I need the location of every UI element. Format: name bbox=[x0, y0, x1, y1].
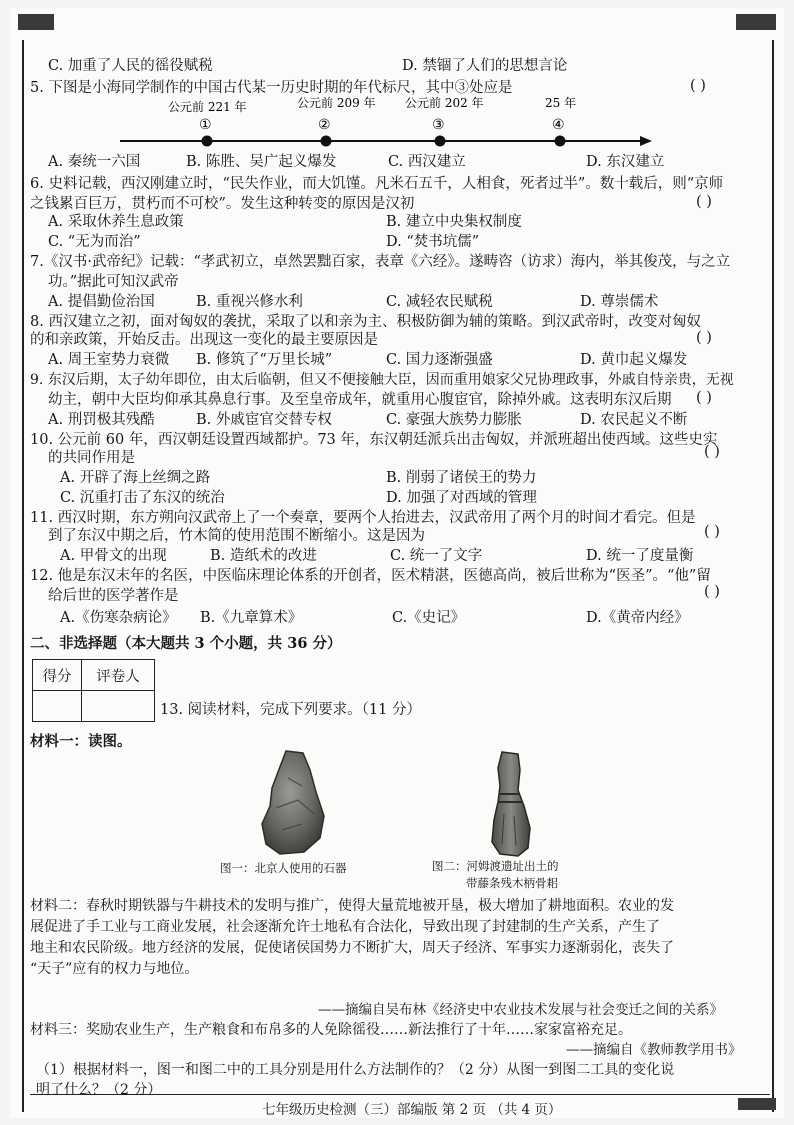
q12-option-a: A.《伤寒杂病论》 bbox=[60, 610, 177, 626]
q7-option-d: D. 尊崇儒术 bbox=[580, 294, 659, 310]
q5-answer-paren: ( ) bbox=[690, 78, 706, 94]
timeline-marker-3: ③ bbox=[432, 117, 445, 133]
material2-source: ——摘编自吴布林《经济史中农业技术发展与社会变迁之间的关系》 bbox=[318, 1002, 723, 1018]
q9-option-b: B. 外戚宦官交替专权 bbox=[196, 412, 332, 428]
timeline-label-4: 25 年 bbox=[545, 96, 577, 110]
material2-line-4: “天子”应有的权力与地位。 bbox=[30, 961, 199, 977]
q12-option-d: D.《黄帝内经》 bbox=[586, 610, 689, 626]
q10-line-1: 10. 公元前 60 年，西汉朝廷设置西域都护。73 年，东汉朝廷派兵出击匈奴，并派班超出使西域。这些史实 bbox=[30, 432, 718, 448]
q7-line-1: 7.《汉书·武帝纪》记载：“孝武初立，卓然罢黜百家，表章《六经》。遂畴咨（访求）海内，举其俊茂，与之立 bbox=[30, 254, 731, 270]
q6-option-b: B. 建立中央集权制度 bbox=[386, 214, 522, 230]
timeline-label-2: 公元前 209 年 bbox=[297, 96, 376, 110]
figure2-caption-line2: 带藤条残木柄骨耜 bbox=[466, 876, 558, 890]
material3-text: 材料三：奖励农业生产，生产粮食和布帛多的人免除徭役……新法推行了十年……家家富裕充足。 bbox=[30, 1022, 632, 1038]
q6-line-1: 6. 史料记载，西汉刚建立时，“民失作业，而大饥馑。凡米石五千，人相食，死者过半”。数十载后，则“京师 bbox=[30, 176, 724, 192]
q4-option-d: D. 禁锢了人们的思想言论 bbox=[402, 58, 568, 74]
q12-option-b: B.《九章算术》 bbox=[200, 610, 303, 626]
q10-option-c: C. 沉重打击了东汉的统治 bbox=[60, 490, 225, 506]
timeline-arrow bbox=[640, 136, 652, 146]
q11-option-c: C. 统一了文字 bbox=[390, 548, 483, 564]
q11-answer-paren: ( ) bbox=[704, 524, 720, 540]
timeline-label-3: 公元前 202 年 bbox=[405, 96, 484, 110]
q12-answer-paren: ( ) bbox=[704, 584, 720, 600]
q10-option-d: D. 加强了对西域的管理 bbox=[386, 490, 537, 506]
q10-answer-paren: ( ) bbox=[704, 444, 720, 460]
timeline-marker-1: ① bbox=[199, 117, 212, 133]
q9-line-1: 9. 东汉后期，太子幼年即位，由太后临朝，但又不便接触大臣，因而重用娘家父兄协理政事，外戚自恃亲贵，无视 bbox=[30, 372, 734, 388]
q11-option-b: B. 造纸术的改进 bbox=[210, 548, 317, 564]
q12-line-1: 12. 他是东汉末年的名医，中医临床理论体系的开创者，医术精湛，医德高尚，被后世称为“医圣”。“他”留 bbox=[30, 568, 711, 584]
figure2-caption-line1: 图二：河姆渡遗址出土的 bbox=[432, 859, 559, 873]
q5-option-d: D. 东汉建立 bbox=[586, 154, 665, 170]
timeline-point-4 bbox=[555, 136, 566, 147]
q9-option-d: D. 农民起义不断 bbox=[580, 412, 688, 428]
corner-mark-top-left bbox=[18, 14, 54, 30]
q11-option-a: A. 甲骨文的出现 bbox=[60, 548, 167, 564]
timeline-marker-2: ② bbox=[318, 117, 331, 133]
timeline-label-1: 公元前 221 年 bbox=[168, 100, 247, 114]
bone-spade-image bbox=[480, 750, 540, 860]
q12-line-2: 给后世的医学著作是 bbox=[48, 588, 179, 604]
q8-line-2: 的和亲政策，开始反击。出现这一变化的最主要原因是 bbox=[30, 332, 378, 348]
q6-answer-paren: ( ) bbox=[696, 194, 712, 210]
q11-line-2: 到了东汉中期之后，竹木简的使用范围不断缩小。这是因为 bbox=[48, 528, 425, 544]
footer-rule bbox=[30, 1094, 770, 1095]
q13-sub1-line-1: （1）根据材料一，图一和图二中的工具分别是用什么方法制作的？（2 分）从图一到图二工具的变化说 bbox=[36, 1062, 675, 1078]
corner-mark-top-right bbox=[736, 14, 776, 30]
timeline-marker-4: ④ bbox=[552, 117, 565, 133]
q8-option-a: A. 周王室势力衰微 bbox=[48, 352, 170, 368]
q9-answer-paren: ( ) bbox=[696, 390, 712, 406]
q12-option-c: C.《史记》 bbox=[392, 610, 466, 626]
q6-line-2: 之钱累百巨万，贯朽而不可校”。发生这种转变的原因是汉初 bbox=[30, 196, 415, 212]
material1-label: 材料一：读图。 bbox=[30, 733, 132, 750]
figure1-caption: 图一：北京人使用的石器 bbox=[220, 861, 347, 875]
q8-option-c: C. 国力逐渐强盛 bbox=[386, 352, 493, 368]
grader-cell[interactable] bbox=[82, 691, 155, 722]
q13-sub1-line-2: 明了什么？（2 分） bbox=[36, 1082, 162, 1098]
q8-option-b: B. 修筑了“万里长城” bbox=[196, 352, 333, 368]
timeline-point-1 bbox=[202, 136, 213, 147]
stone-tool-image bbox=[258, 748, 328, 856]
q9-option-c: C. 豪强大族势力膨胀 bbox=[386, 412, 522, 428]
score-header-score: 得分 bbox=[33, 660, 82, 691]
q5-option-a: A. 秦统一六国 bbox=[48, 154, 141, 170]
section2-title: 二、非选择题（本大题共 3 个小题，共 36 分） bbox=[30, 635, 342, 652]
q10-line-2: 的共同作用是 bbox=[48, 450, 135, 466]
q10-option-a: A. 开辟了海上丝绸之路 bbox=[60, 470, 211, 486]
q10-option-b: B. 削弱了诸侯王的势力 bbox=[386, 470, 537, 486]
q8-line-1: 8. 西汉建立之初，面对匈奴的袭扰，采取了以和亲为主、积极防御为辅的策略。到汉武帝时，改变对匈奴 bbox=[30, 314, 701, 330]
q11-line-1: 11. 西汉时期，东方朔向汉武帝上了一个奏章，要两个人抬进去，汉武帝用了两个月的时间才看完。但是 bbox=[30, 510, 696, 526]
q5-timeline bbox=[0, 96, 794, 156]
q7-option-c: C. 减轻农民赋税 bbox=[386, 294, 493, 310]
score-header-grader: 评卷人 bbox=[82, 660, 155, 691]
q8-answer-paren: ( ) bbox=[696, 330, 712, 346]
score-table bbox=[32, 659, 155, 722]
q6-option-d: D. “焚书坑儒” bbox=[386, 234, 480, 250]
score-cell[interactable] bbox=[33, 691, 82, 722]
q5-option-c: C. 西汉建立 bbox=[388, 154, 466, 170]
material2-line-3: 地主和农民阶级。地方经济的发展，促使诸侯国势力不断扩大，周天子经济、军事实力逐渐弱化，丧失了 bbox=[30, 940, 674, 956]
corner-mark-bottom-right bbox=[738, 1098, 776, 1110]
q5-stem: 5. 下图是小海同学制作的中国古代某一历史时期的年代标尺，其中③处应是 bbox=[30, 80, 513, 96]
timeline-point-3 bbox=[435, 136, 446, 147]
q13-stem: 13. 阅读材料，完成下列要求。（11 分） bbox=[160, 702, 421, 718]
page-footer: 七年级历史检测（三）部编版 第 2 页 （共 4 页） bbox=[262, 1102, 562, 1118]
timeline-point-2 bbox=[321, 136, 332, 147]
q8-option-d: D. 黄巾起义爆发 bbox=[580, 352, 688, 368]
q4-option-c: C. 加重了人民的徭役赋税 bbox=[48, 58, 213, 74]
q6-option-c: C. “无为而治” bbox=[48, 234, 141, 250]
q11-option-d: D. 统一了度量衡 bbox=[586, 548, 694, 564]
q9-option-a: A. 刑罚极其残酷 bbox=[48, 412, 155, 428]
q9-line-2: 幼主，朝中大臣均仰承其鼻息行事。及至皇帝成年，就重用心腹宦官，除掉外戚。这表明东汉后期 bbox=[48, 392, 672, 408]
q7-option-b: B. 重视兴修水利 bbox=[196, 294, 303, 310]
q7-option-a: A. 提倡勤俭治国 bbox=[48, 294, 155, 310]
q5-option-b: B. 陈胜、吴广起义爆发 bbox=[186, 154, 337, 170]
material2-line-1: 材料二：春秋时期铁器与牛耕技术的发明与推广，使得大量荒地被开垦，极大增加了耕地面积。农业的发 bbox=[30, 898, 674, 914]
q6-option-a: A. 采取休养生息政策 bbox=[48, 214, 184, 230]
q7-line-2: 功。”据此可知汉武帝 bbox=[48, 274, 179, 290]
material2-line-2: 展促进了手工业与工商业发展，社会逐渐允许土地私有合法化，导致出现了封建制的生产关系，产生了 bbox=[30, 919, 660, 935]
material3-source: ——摘编自《教师教学用书》 bbox=[566, 1042, 742, 1058]
